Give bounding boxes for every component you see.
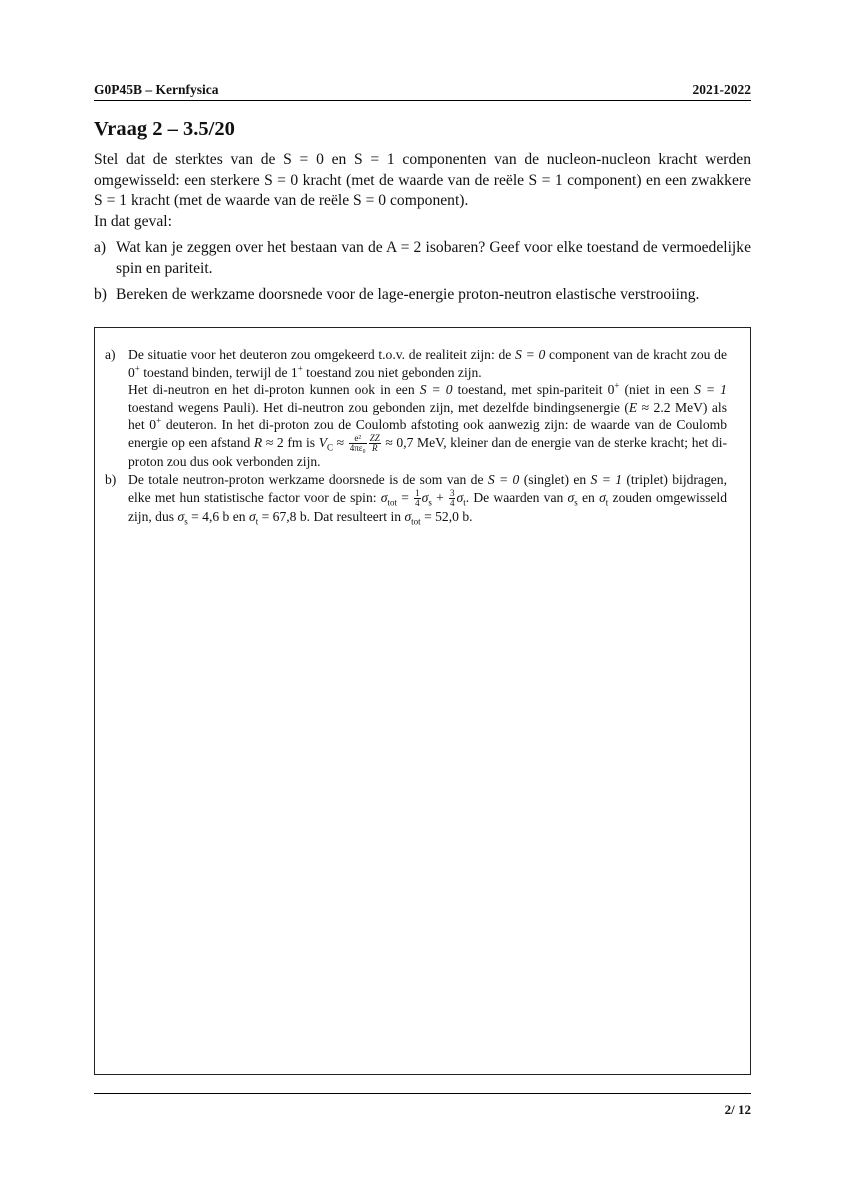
question-intro: Stel dat de sterktes van de S = 0 en S = 1 componenten van de nucleon-nucleon kracht werden omgewisseld: een sterkere S = 0 kracht (met de waarde van de reële S = 1 component) en een zwakkere S = 1 kracht (met de waarde van de reële S = 0 component).: [94, 151, 751, 209]
item-label: b): [94, 286, 107, 303]
question-item-b: [94, 285, 751, 306]
page-footer: [94, 1093, 751, 1117]
academic-year: 2021-2022: [692, 82, 751, 97]
question-title: Vraag 2 – 3.5/20: [94, 118, 235, 140]
answer-box: [94, 327, 751, 1075]
course-name: G0P45B – Kernfysica: [94, 82, 219, 97]
fraction-e2-over-4pi-eps0: $\frac{\text{e²}}{\text{4πε₀}}$: [349, 433, 366, 454]
question-case: In dat geval:: [94, 212, 172, 230]
answer-item-a: [105, 346, 727, 471]
page-number: 2/ 12: [724, 1102, 751, 1117]
answer-b-paragraph: De totale neutron-proton werkzame doorsnede is de som van de S = 0 (singlet) en S = 1 (triplet) bijdragen, elke met hun statistische factor voor de spin: $\sigma_{tot}$ = $\frac{1}{4}$ $\sigma_s$ + $\frac{3}{4}$ $\sigma_t$. De waarden van $\sigma_s$ en $\sigma_t$ zouden omgewisseld zijn, dus $\sigma_s = 4,6$ b en $\sigma_t = 67,8$ b. Dat resulteert in $\sigma_{tot} = 52,0$ b.: [128, 471, 728, 527]
answer-text: [105, 346, 727, 526]
item-label: a): [94, 239, 107, 256]
item-text: Bereken de werkzame doorsnede voor de lage-energie proton-neutron elastische verstrooiing.: [116, 286, 700, 303]
question-item-a: [94, 238, 751, 279]
item-label: a): [105, 347, 116, 362]
item-label: b): [105, 471, 117, 487]
fraction-one-quarter: $\frac{1}{4}$: [415, 487, 420, 508]
answer-a-paragraph-1: De situatie voor het deuteron zou omgekeerd t.o.v. de realiteit zijn: de S = 0 component van de kracht zou de 0+ toestand binden, terwijl de 1+ toestand zou niet gebonden zijn.: [128, 347, 727, 380]
answer-a-paragraph-2: Het di-neutron en het di-proton kunnen ook in een S = 0 toestand, met spin-pariteit 0+ (niet in een S = 1 toestand wegens Pauli). Het di-neutron zou gebonden zijn, met dezelfde bindingsenergie (E ≈ 2.2 MeV) als het 0+ deuteron. In het di-proton zou de Coulomb afstoting ook aanwezig zijn: de waarde van de Coulomb energie op een afstand R ≈ 2 fm is $V_C$ ≈ $\frac{\text{e²}}{\text{4πε₀}}$ $\frac{ZZ}{R}$ ≈ 0,7 MeV, kleiner dan de energie van de sterke kracht; het di-proton zou dus ook verbonden zijn.: [128, 380, 728, 470]
fraction-zz-over-r: $\frac{ZZ}{R}$: [369, 433, 380, 454]
question-text: [94, 150, 751, 306]
fraction-three-quarters: $\frac{3}{4}$: [449, 487, 455, 508]
item-text: Wat kan je zeggen over het bestaan van de A = 2 isobaren? Geef voor elke toestand de vermoedelijke spin en pariteit.: [116, 239, 751, 277]
answer-item-b: [105, 471, 727, 526]
page-header: [94, 80, 751, 101]
